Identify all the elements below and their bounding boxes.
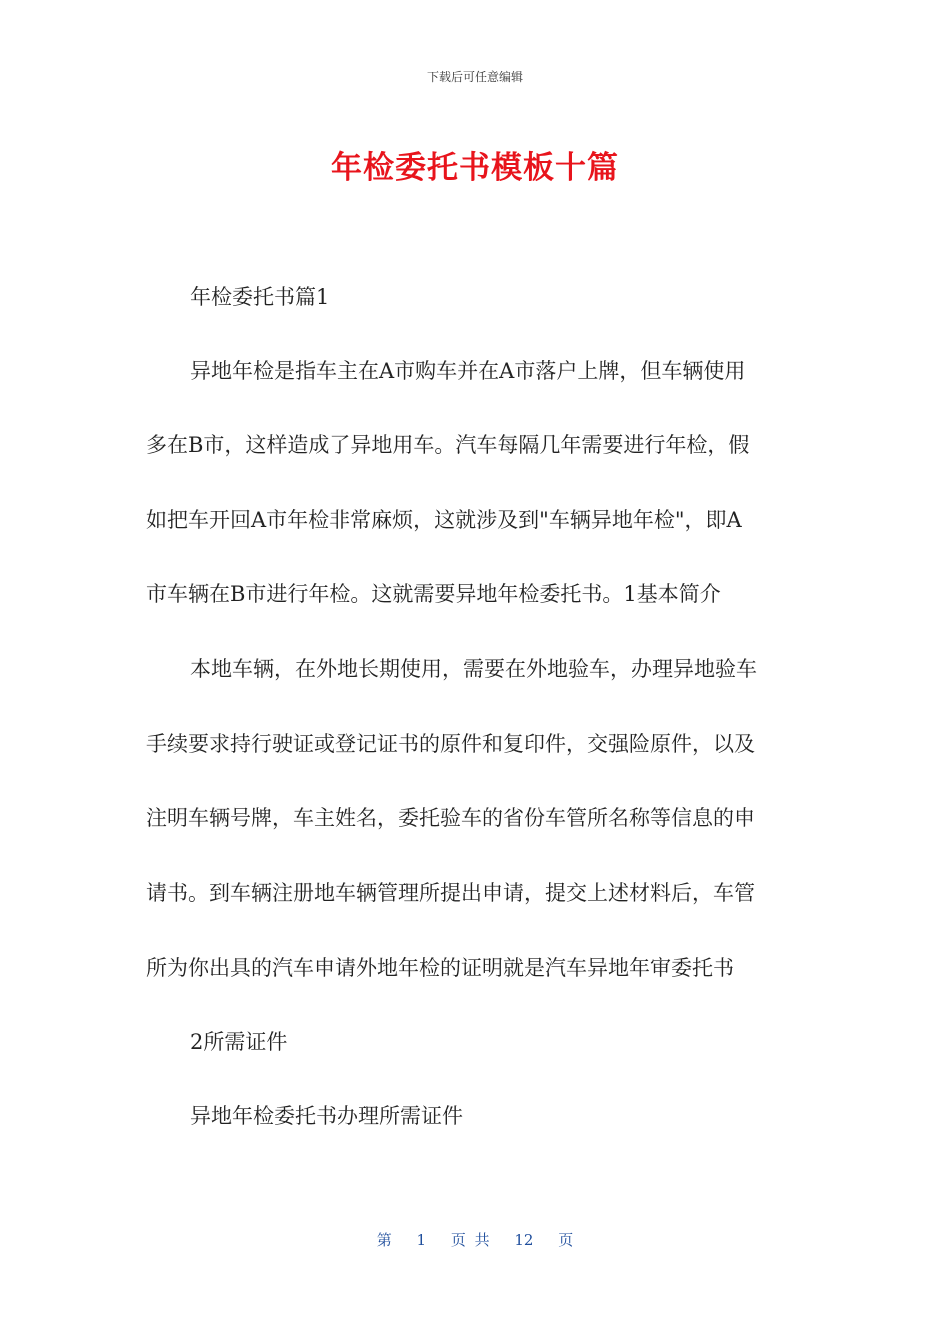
header-note: 下载后可任意编辑 [426,70,523,84]
page-footer [0,1229,950,1250]
footer-prefix: 第 [376,1231,392,1249]
section-heading: 2所需证件 [190,1030,288,1054]
footer-total-pages: 12 [514,1231,534,1249]
paragraph-line: 所为你出具的汽车申请外地年检的证明就是汽车异地年审委托书 [146,956,734,980]
paragraph-line: 请书。到车辆注册地车辆管理所提出申请，提交上述材料后，车管 [146,881,755,905]
paragraph-line: 本地车辆，在外地长期使用，需要在外地验车，办理异地验车 [190,657,757,681]
paragraph-line: 注明车辆号牌，车主姓名，委托验车的省份车管所名称等信息的申 [146,806,755,830]
footer-suffix: 页 [558,1231,574,1249]
footer-middle: 页 共 [450,1231,490,1249]
paragraph-line: 异地年检委托书办理所需证件 [190,1104,463,1128]
paragraph-line: 如把车开回A市年检非常麻烦，这就涉及到"车辆异地年检"，即A [146,508,742,532]
footer-page-number: 1 [416,1231,427,1249]
paragraph-line: 多在B市，这样造成了异地用车。汽车每隔几年需要进行年检，假 [146,433,750,457]
paragraph-line: 异地年检是指车主在A市购车并在A市落户上牌，但车辆使用 [190,359,746,383]
page-title: 年检委托书模板十篇 [331,150,619,186]
section-heading: 年检委托书篇1 [190,285,330,309]
paragraph-line: 市车辆在B市进行年检。这就需要异地年检委托书。1基本简介 [146,582,721,606]
paragraph-line: 手续要求持行驶证或登记证书的原件和复印件，交强险原件，以及 [146,732,755,756]
